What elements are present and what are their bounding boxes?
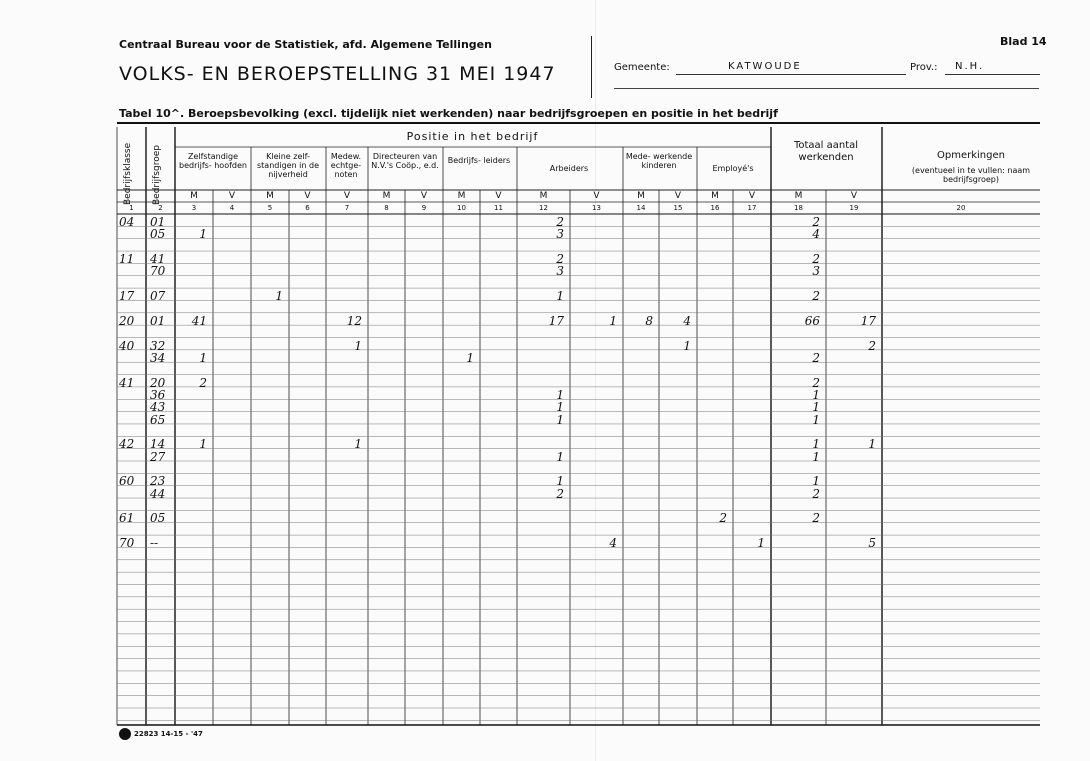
groep-cell: 14 xyxy=(150,437,166,452)
value-cell: 8 xyxy=(645,313,653,328)
groep-cell: 32 xyxy=(150,338,166,353)
column-number: 11 xyxy=(494,204,503,212)
groep-cell: 05 xyxy=(150,511,166,526)
value-cell: 1 xyxy=(354,437,362,452)
mv-label-m: M xyxy=(266,191,274,201)
col-bedrijfsgroep: Bedrijfsgroep xyxy=(152,145,162,205)
groep-cell: 05 xyxy=(150,227,166,242)
value-cell: 1 xyxy=(466,350,474,365)
column-number: 19 xyxy=(849,204,859,212)
mv-label-v: V xyxy=(495,191,502,201)
value-cell: 1 xyxy=(812,449,820,464)
mv-label-v: V xyxy=(850,191,858,201)
value-cell: 5 xyxy=(868,536,876,551)
hdr-totaal: Totaal aantal werkenden xyxy=(793,140,859,163)
hdr-medew: Medew. echtge- noten xyxy=(330,152,362,179)
form-title: VOLKS- EN BEROEPSTELLING 31 MEI 1947 xyxy=(119,63,556,85)
value-cell: 2 xyxy=(812,289,820,304)
value-cell: 1 xyxy=(199,437,207,452)
value-cell: 41 xyxy=(191,313,207,328)
column-number: 14 xyxy=(636,204,646,212)
klasse-cell: 20 xyxy=(119,313,135,328)
value-cell: 1 xyxy=(556,400,564,415)
hdr-medewerkende: Mede- werkende kinderen xyxy=(625,152,693,170)
value-cell: 2 xyxy=(719,511,727,526)
mv-label-m: M xyxy=(794,191,803,201)
groep-cell: 36 xyxy=(150,387,166,402)
value-cell: 3 xyxy=(556,227,564,242)
gemeente-label: Gemeente: xyxy=(614,62,670,73)
value-cell: 1 xyxy=(812,474,820,489)
value-cell: 1 xyxy=(556,449,564,464)
value-cell: 1 xyxy=(199,350,207,365)
value-cell: 1 xyxy=(609,313,617,328)
mv-label-v: V xyxy=(420,191,428,201)
print-code: 22823 14-15 - '47 xyxy=(134,730,203,738)
value-cell: 2 xyxy=(868,338,876,353)
column-number: 9 xyxy=(421,204,427,212)
groep-cell: 34 xyxy=(150,350,166,365)
groep-cell: 07 xyxy=(150,289,166,304)
klasse-cell: 41 xyxy=(119,375,135,390)
groep-cell: 01 xyxy=(150,313,166,328)
groep-cell: 43 xyxy=(150,400,166,415)
column-number: 6 xyxy=(305,204,310,212)
column-number: 3 xyxy=(191,204,197,212)
column-number: 10 xyxy=(457,204,466,212)
column-number: 7 xyxy=(344,204,350,212)
mv-label-m: M xyxy=(539,191,548,201)
klasse-cell: 40 xyxy=(119,338,135,353)
groep-cell: 65 xyxy=(150,412,166,427)
klasse-cell: 11 xyxy=(119,252,135,267)
hdr-directeuren: Directeuren van N.V.'s Coöp., e.d. xyxy=(371,152,439,170)
column-number: 12 xyxy=(539,204,548,212)
positie-header: Positie in het bedrijf xyxy=(406,130,539,143)
hdr-zelfstandige: Zelfstandige bedrijfs- hoofden xyxy=(179,152,247,170)
groep-cell: 44 xyxy=(150,486,166,501)
value-cell: 1 xyxy=(812,412,820,427)
value-cell: 4 xyxy=(812,227,820,242)
groep-cell: 41 xyxy=(150,252,166,267)
value-cell: 2 xyxy=(556,252,564,267)
value-cell: 4 xyxy=(683,313,691,328)
value-cell: 1 xyxy=(556,387,564,402)
value-cell: 1 xyxy=(556,289,564,304)
gemeente-value: KATWOUDE xyxy=(728,61,802,72)
value-cell: 2 xyxy=(812,486,820,501)
klasse-cell: 42 xyxy=(119,437,135,452)
klasse-cell: 61 xyxy=(119,511,135,526)
groep-cell: 01 xyxy=(150,215,166,229)
value-cell: 12 xyxy=(346,313,362,328)
mv-label-m: M xyxy=(637,191,645,201)
hdr-kleine: Kleine zelf- standigen in de nijverheid xyxy=(256,152,320,179)
mv-label-v: V xyxy=(748,191,756,201)
value-cell: 2 xyxy=(812,511,820,526)
mv-label-m: M xyxy=(382,191,391,201)
hdr-bedrijfsleiders: Bedrijfs- leiders xyxy=(447,156,511,165)
mv-label-v: V xyxy=(674,191,682,201)
klasse-cell: 17 xyxy=(119,289,135,304)
value-cell: 1 xyxy=(683,338,691,353)
value-cell: 2 xyxy=(556,215,564,229)
klasse-cell: 70 xyxy=(119,536,135,551)
value-cell: 2 xyxy=(812,375,820,390)
mv-label-m: M xyxy=(711,191,719,201)
hdr-opmerkingen: Opmerkingen xyxy=(937,150,1005,161)
hdr-arbeiders: Arbeiders xyxy=(549,164,589,173)
value-cell: 1 xyxy=(354,338,362,353)
hdr-opmerkingen-sub: (eventueel in te vullen: naam bedrijfsgroep) xyxy=(911,166,1031,184)
column-number: 4 xyxy=(229,204,235,212)
value-cell: 1 xyxy=(812,387,820,402)
blad-number: Blad 14 xyxy=(1000,35,1047,48)
value-cell: 17 xyxy=(860,313,876,328)
column-number: 2 xyxy=(158,204,163,212)
mv-label-v: V xyxy=(304,191,311,201)
mv-label-v: V xyxy=(343,191,351,201)
groep-cell: 27 xyxy=(150,449,166,464)
mv-label-m: M xyxy=(457,191,466,201)
column-number: 16 xyxy=(710,204,720,212)
col-bedrijfsklasse: Bedrijfsklasse xyxy=(123,142,133,205)
column-number: 20 xyxy=(956,204,966,212)
column-number: 5 xyxy=(267,204,273,212)
value-cell: 2 xyxy=(812,215,820,229)
column-number: 18 xyxy=(794,204,803,212)
column-number: 13 xyxy=(592,204,601,212)
value-cell: 2 xyxy=(812,350,820,365)
mv-label-m: M xyxy=(190,191,198,201)
value-cell: 3 xyxy=(812,264,820,279)
mv-label-v: V xyxy=(228,191,236,201)
value-cell: 1 xyxy=(757,536,765,551)
value-cell: 2 xyxy=(556,486,564,501)
value-cell: 2 xyxy=(199,375,207,390)
klasse-cell: 04 xyxy=(119,215,135,229)
hdr-employes: Employé's xyxy=(712,164,754,173)
value-cell: 3 xyxy=(556,264,564,279)
value-cell: 4 xyxy=(609,536,617,551)
value-cell: 17 xyxy=(548,313,564,328)
value-cell: 1 xyxy=(199,227,207,242)
value-cell: 66 xyxy=(804,313,820,328)
value-cell: 1 xyxy=(556,412,564,427)
groep-cell: 70 xyxy=(150,264,166,279)
value-cell: 1 xyxy=(812,437,820,452)
groep-cell: 23 xyxy=(150,474,166,489)
value-cell: 1 xyxy=(275,289,283,304)
value-cell: 1 xyxy=(868,437,876,452)
column-number: 8 xyxy=(384,204,389,212)
value-cell: 2 xyxy=(812,252,820,267)
klasse-cell: 60 xyxy=(119,474,135,489)
value-cell: 1 xyxy=(812,400,820,415)
column-number: 1 xyxy=(129,204,134,212)
groep-cell: 20 xyxy=(150,375,166,390)
value-cell: 1 xyxy=(556,474,564,489)
prov-value: N.H. xyxy=(955,61,985,72)
table-title: Tabel 10^. Beroepsbevolking (excl. tijdelijk niet werkenden) naar bedrijfsgroepen en positie in het bedrijf xyxy=(119,107,778,120)
bureau-name: Centraal Bureau voor de Statistiek, afd. Algemene Tellingen xyxy=(119,38,492,51)
printer-mark-icon xyxy=(119,728,131,740)
column-number: 17 xyxy=(747,204,757,212)
prov-label: Prov.: xyxy=(910,62,938,73)
column-number: 15 xyxy=(673,204,683,212)
groep-cell: -- xyxy=(150,536,159,551)
mv-label-v: V xyxy=(593,191,600,201)
